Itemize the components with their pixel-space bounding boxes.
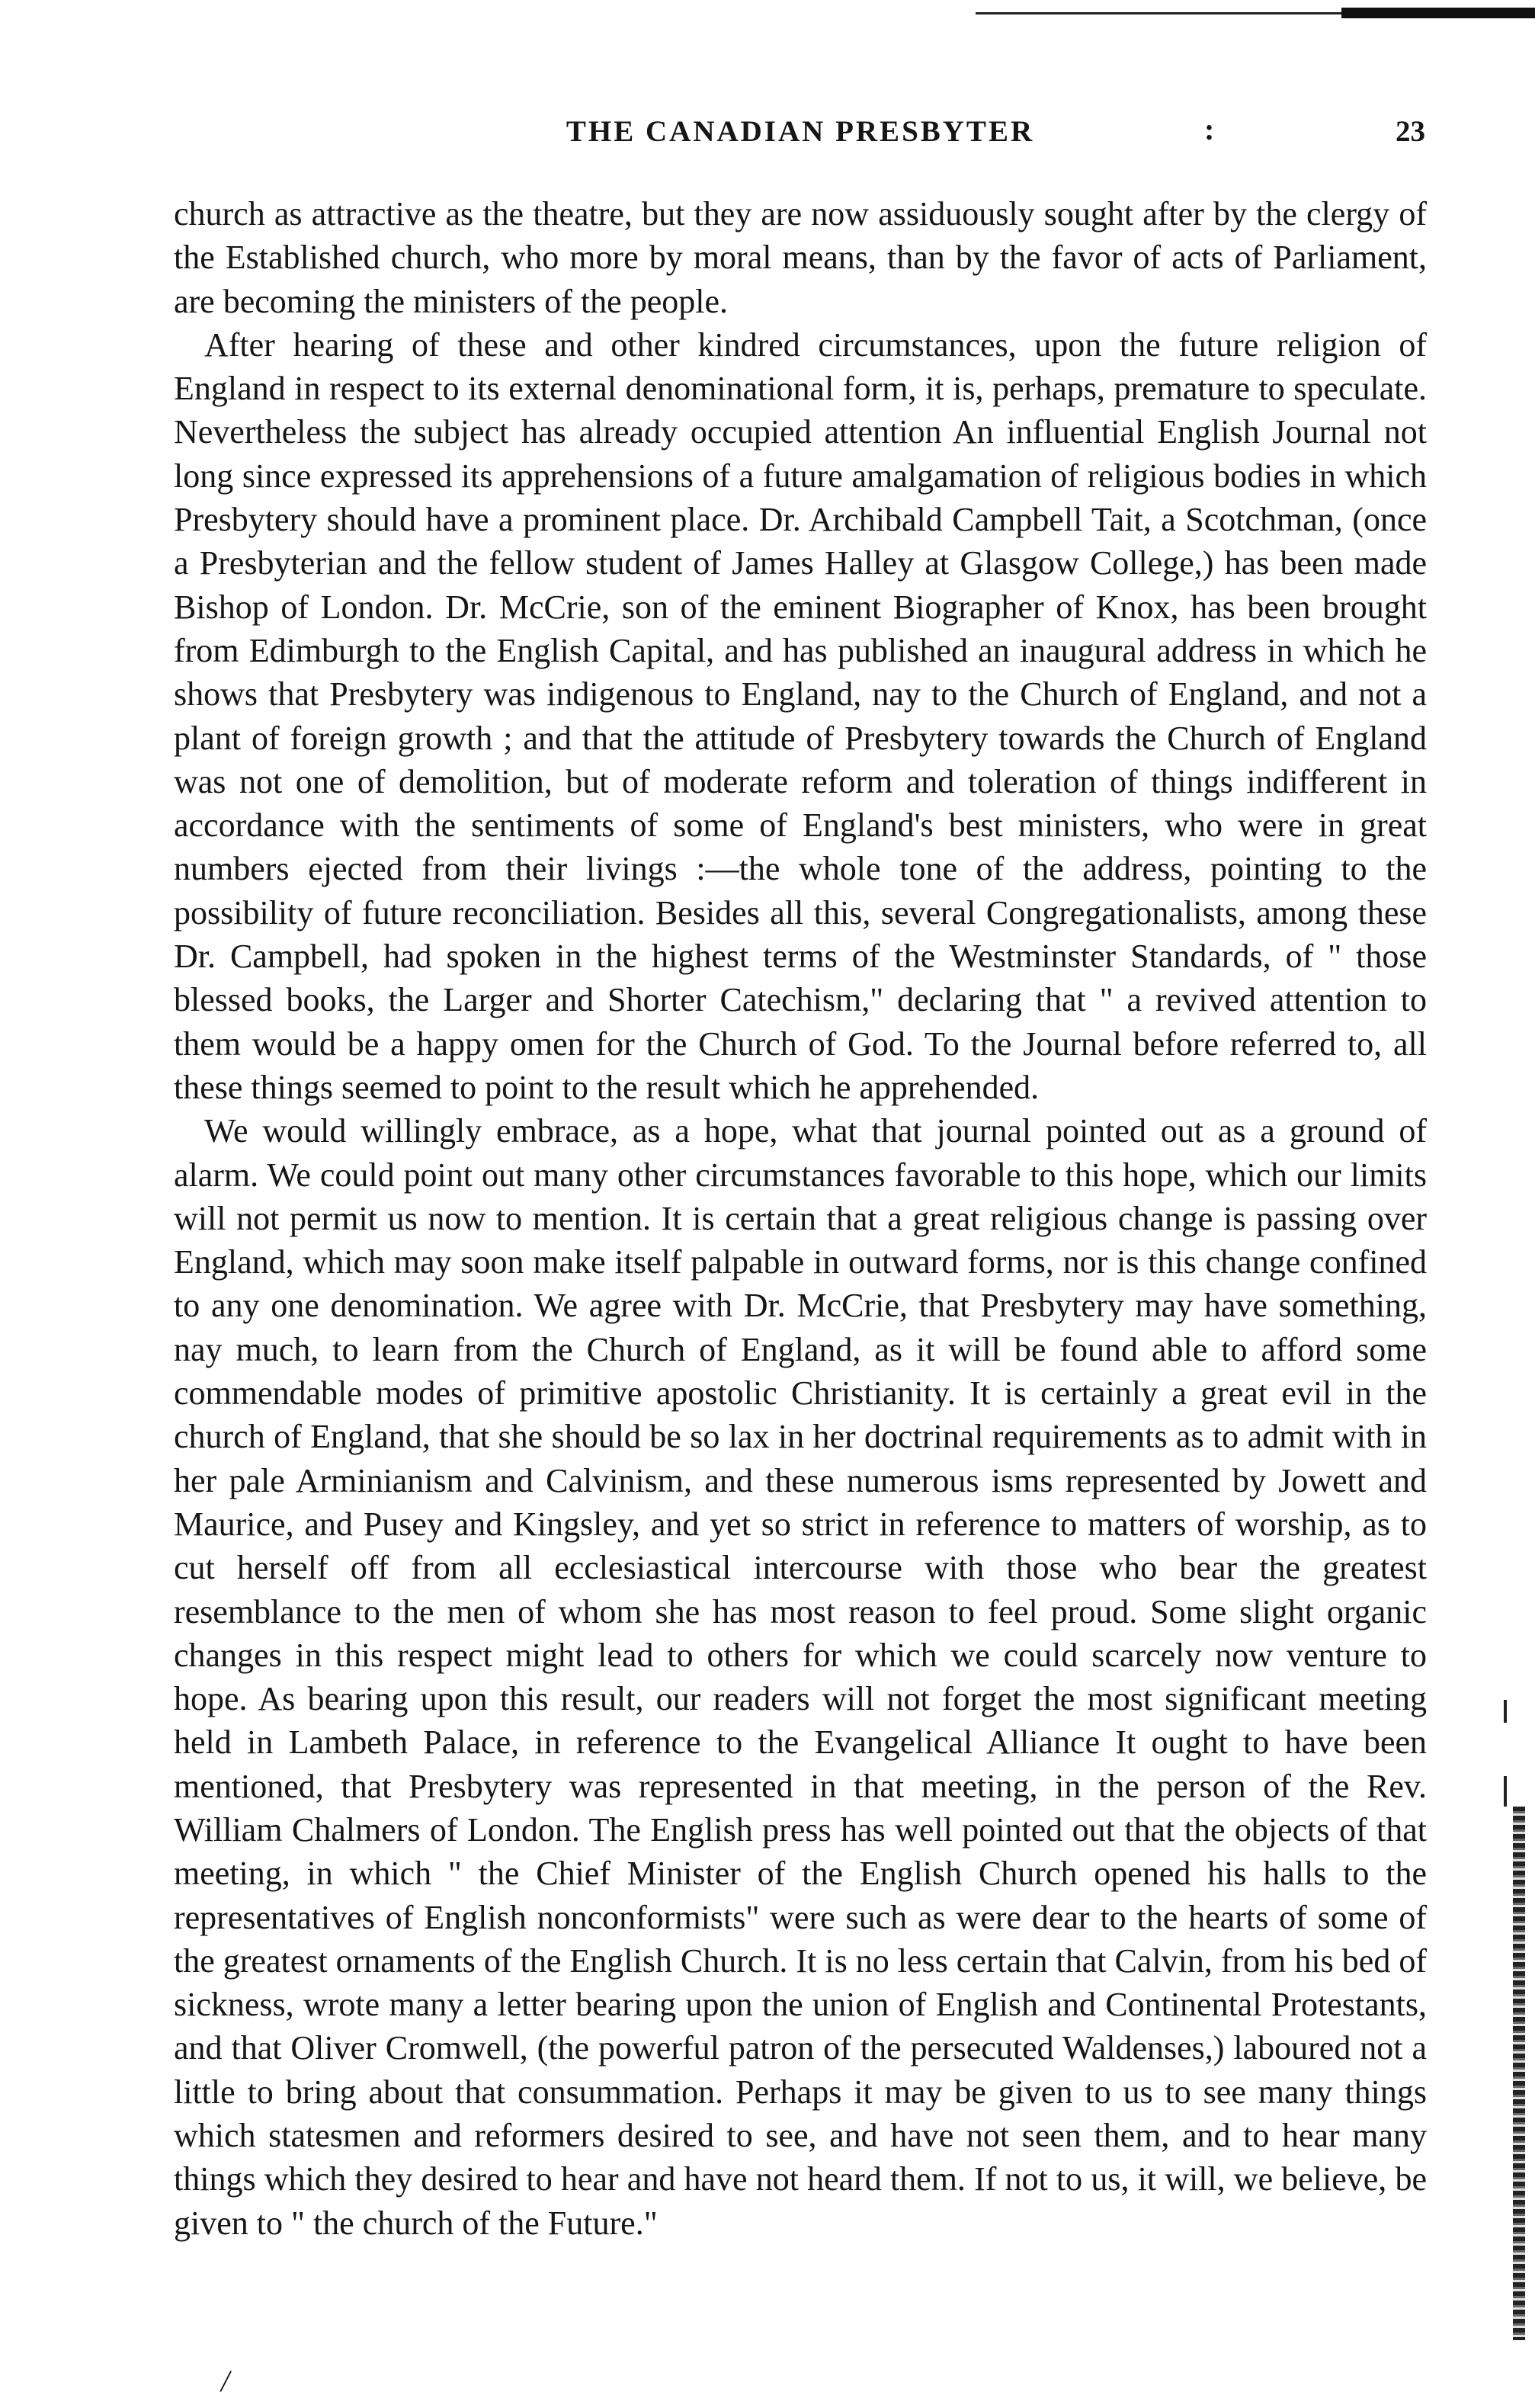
running-head: THE CANADIAN PRESBYTER	[566, 115, 1035, 148]
margin-scan-marks	[1490, 1669, 1528, 2355]
paragraph-3: We would willingly embrace, as a hope, what that journal pointed out as a ground of alarm. We could point out many other circumstances favorable to this hope, which our limits will not permit us now to mention. It is certain that a great religious change is passing over England, which may soon make itself palpable in outward forms, nor is this change confined to any one denomination. We agree with Dr. McCrie, that Presbytery may have something, nay much, to learn from the Church of England, as it will be found able to afford some commendable modes of primitive apostolic Christianity. It is certainly a great evil in the church of England, that she should be so lax in her doctrinal requirements as to admit with in her pale Arminianism and Calvinism, and these numerous isms represented by Jowett and Maurice, and Pusey and Kingsley, and yet so strict in reference to matters of worship, as to cut herself off from all ecclesiastical intercourse with those who bear the greatest resemblance to the men of whom she has most reason to feel proud. Some slight organic changes in this respect might lead to others for which we could scarcely now venture to hope. As bearing upon this result, our readers will not forget the most significant meeting held in Lambeth Palace, in reference to the Evangelical Alliance It ought to have been mentioned, that Presbytery was represented in that meeting, in the person of the Rev. William Chalmers of London. The English press has well pointed out that the objects of that meeting, in which " the Chief Minister of the English Church opened his halls to the representatives of English nonconformists" were such as were dear to the hearts of some of the greatest ornaments of the English Church. It is no less certain that Calvin, from his bed of sickness, wrote many a letter bearing upon the union of English and Continental Protestants, and that Oliver Cromwell, (the powerful patron of the persecuted Waldenses,) laboured not a little to bring about that consummation. Perhaps it may be given to us to see many things which statesmen and reformers desired to see, and have not seen them, and to hear many things which they desired to hear and have not heard them. If not to us, it will, we believe, be given to " the church of the Future."	[174, 1112, 1427, 2242]
margin-tick	[1504, 1700, 1507, 1723]
paragraph-1: church as attractive as the theatre, but they are now assiduously sought after by the clergy of the Established church, who more by moral means, than by the favor of acts of Parliament, are becoming the ministers of the people.	[174, 195, 1427, 320]
margin-tick	[1504, 1776, 1507, 1807]
page-edge-shadow	[1513, 1807, 1525, 2340]
top-edge-rule	[976, 6, 1535, 20]
top-edge-rule-thin	[976, 12, 1341, 14]
footer-stray-mark: /	[221, 2364, 230, 2398]
top-edge-rule-thick	[1341, 8, 1535, 18]
page-number: 23	[1396, 115, 1425, 148]
header-stray-mark: :	[1204, 112, 1215, 146]
paragraph-2: After hearing of these and other kindred circumstances, upon the future religion of England in respect to its external denominational form, it is, perhaps, premature to speculate. Nevertheless the subject has already occupied attention An influential English Journal not long since expressed its apprehensions of a future amalgamation of religious bodies in which Presbytery should have a prominent place. Dr. Archibald Campbell Tait, a Scotchman, (once a Presbyterian and the fellow student of James Halley at Glasgow College,) has been made Bishop of London. Dr. McCrie, son of the eminent Biographer of Knox, has been brought from Edimburgh to the English Capital, and has published an inaugural address in which he shows that Presbytery was indigenous to England, nay to the Church of England, and not a plant of foreign growth ; and that the attitude of Presbytery towards the Church of England was not one of demolition, but of moderate reform and toleration of things indifferent in accordance with the sentiments of some of England's best ministers, who were in great numbers ejected from their livings :—the whole tone of the address, pointing to the possibility of future reconciliation. Besides all this, several Congregationalists, among these Dr. Campbell, had spoken in the highest terms of the Westminster Standards, of " those blessed books, the Larger and Shorter Catechism," declaring that " a revived attention to them would be a happy omen for the Church of God. To the Journal before referred to, all these things seemed to point to the result which he apprehended.	[174, 325, 1427, 1106]
body-text	[174, 192, 1427, 2245]
page-header	[175, 114, 1425, 160]
